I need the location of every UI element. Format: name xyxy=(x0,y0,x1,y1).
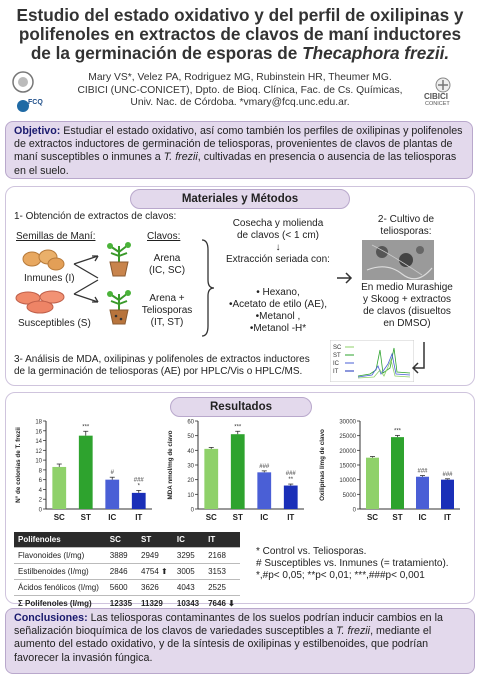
significance-label: ### xyxy=(259,463,270,470)
culture-medium xyxy=(348,282,466,330)
step-2-line-2: teliosporas: xyxy=(380,226,432,237)
table-cell: 7646 ⬇ xyxy=(204,596,240,612)
culture-line-2: y Skoog + extractos xyxy=(362,294,452,305)
y-tick-label: 14 xyxy=(35,439,42,446)
clavos-label: Clavos: xyxy=(147,231,181,242)
y-tick-label: 60 xyxy=(187,419,194,426)
note-control: * Control vs. Teliosporas. xyxy=(256,546,367,557)
methods-title: Materiales y Métodos xyxy=(130,189,350,209)
title-line-2: polifenoles en extractos de clavos de maní inductores xyxy=(18,24,462,44)
significance-label: ** xyxy=(288,477,294,484)
table-cell: 10343 xyxy=(173,596,204,612)
table-header-cell: ST xyxy=(137,532,173,548)
legend-st: ST xyxy=(333,353,341,359)
x-tick-label: SC xyxy=(53,513,65,522)
table-header-cell: IC xyxy=(173,532,204,548)
x-tick-label: ST xyxy=(392,513,403,522)
y-tick-label: 10000 xyxy=(339,478,356,485)
authors-block xyxy=(60,72,420,110)
title-species: Thecaphora frezii. xyxy=(302,43,450,63)
bar-st xyxy=(391,437,404,509)
x-tick-label: IC xyxy=(108,513,117,522)
y-tick-label: 15000 xyxy=(339,463,356,470)
y-axis-label: Oxilipinas I/mg de clavo xyxy=(319,429,326,501)
y-axis-label: N° de colonias de T. frezii xyxy=(15,427,22,503)
significance-label: ### xyxy=(133,477,144,484)
bar-sc xyxy=(366,458,379,509)
objective-text-1: Estudiar el estado oxidativo, así como también los perfiles de oxilipinas y polifenoles de extractos inductores de germinación de teliosporas, provenientes de clavos de plantas de maní susceptibles o inmunes a xyxy=(14,125,463,164)
table-cell: Ácidos fenólicos (I/mg) xyxy=(14,580,106,596)
x-tick-label: ST xyxy=(232,513,243,522)
x-tick-label: IC xyxy=(260,513,269,522)
arena-plus-label: Arena + xyxy=(149,293,185,304)
university-seal-icon xyxy=(8,70,38,120)
bar-st xyxy=(231,434,245,509)
plant-pot-spores-icon xyxy=(102,288,136,326)
significance-label: # xyxy=(110,470,114,477)
x-tick-label: IC xyxy=(418,513,427,522)
y-tick-label: 0 xyxy=(190,507,194,514)
y-tick-label: 12 xyxy=(35,448,42,455)
bar-ic xyxy=(416,477,429,509)
table-cell: 4043 xyxy=(173,580,204,596)
conclusions-label: Conclusiones: xyxy=(14,612,88,624)
seeds-label: Semillas de Maní: xyxy=(16,231,96,242)
y-tick-label: 10 xyxy=(187,492,194,499)
y-tick-label: 20 xyxy=(187,478,194,485)
table-cell: Estilbenoides (I/mg) xyxy=(14,564,106,580)
y-tick-label: 40 xyxy=(187,448,194,455)
table-row xyxy=(14,580,240,596)
results-title: Resultados xyxy=(170,397,312,417)
author-names: Mary VS*, Velez PA, Rodriguez MG, Rubinstein HR, Theumer MG. xyxy=(88,72,392,83)
table-header-cell: IT xyxy=(204,532,240,548)
plant-pot-icon xyxy=(102,240,136,278)
significance-label: *** xyxy=(82,424,90,431)
legend-it: IT xyxy=(333,369,339,375)
bar-ic xyxy=(105,480,119,509)
note-pvalues: *,#p< 0,05; **p< 0,01; ***,###p< 0,001 xyxy=(256,570,425,581)
solvent-methanol-h: •Metanol -H* xyxy=(249,323,307,334)
fcq-logo-text: FCQ xyxy=(28,99,43,106)
mda-bar-chart xyxy=(164,415,310,527)
objective-species: T. frezii xyxy=(163,151,198,164)
significance-label: ### xyxy=(442,471,453,478)
y-tick-label: 16 xyxy=(35,429,42,436)
x-tick-label: ST xyxy=(80,513,91,522)
significance-label: *** xyxy=(393,428,402,435)
y-tick-label: 8 xyxy=(38,468,42,475)
table-cell: 2846 xyxy=(106,564,137,580)
arena-groups: (IC, SC) xyxy=(148,265,186,276)
brace-icon xyxy=(198,238,216,338)
y-axis-label: MDA nmol/mg de clavo xyxy=(167,430,174,500)
oxylipins-bar-chart xyxy=(316,415,466,527)
table-cell: 3889 xyxy=(106,548,137,564)
cibici-logo xyxy=(412,77,474,107)
y-tick-label: 0 xyxy=(352,507,356,514)
colonies-bar-chart xyxy=(12,415,158,527)
objective-box xyxy=(5,121,473,179)
bar-ic xyxy=(257,472,271,509)
step-2-label xyxy=(366,214,446,238)
bar-it xyxy=(441,480,454,509)
cibici-logo-text: CIBICI xyxy=(424,92,448,101)
step-3-line-2: de la germinación de teliosporas (AE) por HPLC/Vis o HPLC/MS. xyxy=(14,366,303,377)
teliospore-micrograph xyxy=(362,240,434,280)
significance-label: ### xyxy=(417,468,428,475)
x-tick-label: IT xyxy=(135,513,143,522)
conclusions-species: T. frezii xyxy=(336,625,371,638)
table-cell: 11329 xyxy=(137,596,173,612)
y-tick-label: 18 xyxy=(35,419,42,426)
table-cell: 2168 xyxy=(204,548,240,564)
bar-st xyxy=(79,436,93,509)
y-tick-label: 25000 xyxy=(339,434,356,441)
table-row xyxy=(14,548,240,564)
solvent-ethyl-acetate: •Acetato de etilo (AE), xyxy=(229,299,327,310)
table-cell: 3005 xyxy=(173,564,204,580)
conicet-logo-text: CONICET xyxy=(425,101,450,107)
arena-label: Arena xyxy=(153,253,181,264)
affiliation-line-1: CIBICI (UNC-CONICET), Dpto. de Bioq. Clínica, Fac. de Cs. Químicas, xyxy=(77,84,403,96)
table-cell: 4754 ⬆ xyxy=(137,564,173,580)
unc-logo xyxy=(8,70,43,120)
down-arrow-icon: ↓ xyxy=(275,242,281,253)
solvents-list xyxy=(218,287,338,335)
culture-line-1: En medio Murashige xyxy=(361,282,453,293)
table-row xyxy=(14,564,240,580)
objective-text-2: , cultivadas en presencia o ausencia de las teliosporas en el suelo. xyxy=(14,151,457,177)
note-susceptible: # Susceptibles vs. Inmunes (= tratamiento). xyxy=(256,558,449,569)
affiliation-line-2: Univ. Nac. de Córdoba. *vmary@fcq.unc.edu.ar. xyxy=(130,97,350,108)
table-cell: Flavonoides (I/mg) xyxy=(14,548,106,564)
solvent-hexane: • Hexano, xyxy=(256,287,300,298)
significance-label: ### xyxy=(285,471,296,478)
x-tick-label: IT xyxy=(287,513,295,522)
step-3 xyxy=(14,354,334,378)
significance-label: *** xyxy=(234,424,242,431)
harvest-block xyxy=(218,218,338,266)
conclusions-text-1: Las teliosporas contaminantes de los suelos podrían inducir cambios en la señalización bioquímica de los clavos de variedades susceptibles a xyxy=(14,612,443,638)
table-header-cell: SC xyxy=(106,532,137,548)
poster-title xyxy=(6,6,474,63)
table-header-row xyxy=(14,532,240,548)
table-cell: Σ Polifenoles (I/mg) xyxy=(14,596,106,612)
y-tick-label: 0 xyxy=(38,507,42,514)
x-tick-label: SC xyxy=(366,513,379,522)
x-tick-label: IT xyxy=(443,513,452,522)
immune-label: Inmunes (I) xyxy=(24,273,75,284)
table-cell: 2525 xyxy=(204,580,240,596)
culture-line-4: en DMSO) xyxy=(383,318,431,329)
bar-it xyxy=(132,493,146,509)
title-line-3-prefix: de la germinación de esporas de xyxy=(30,43,303,63)
y-tick-label: 4 xyxy=(38,487,42,494)
significance-notes xyxy=(256,546,470,582)
teliospores-groups: (IT, ST) xyxy=(150,317,184,328)
bar-sc xyxy=(52,467,66,509)
y-tick-label: 6 xyxy=(38,478,42,485)
title-line-1: Estudio del estado oxidativo y del perfil de oxilipinas y xyxy=(16,5,464,25)
susceptible-seeds-icon xyxy=(14,288,74,316)
harvest-line-1: Cosecha y molienda xyxy=(232,218,324,229)
return-arrow-icon xyxy=(412,340,436,376)
solvent-methanol: •Metanol , xyxy=(255,311,301,322)
harvest-line-2: de clavos (< 1 cm) xyxy=(237,230,319,241)
legend-ic: IC xyxy=(333,361,339,367)
susceptible-label: Susceptibles (S) xyxy=(18,318,91,329)
seed-to-plant-arrows-icon xyxy=(72,250,102,310)
step-3-line-1: 3- Análisis de MDA, oxilipinas y polifenoles de extractos inductores xyxy=(14,354,310,365)
arena-sand xyxy=(140,253,194,277)
table-cell: 2949 xyxy=(137,548,173,564)
step-1-label: 1- Obtención de extractos de clavos: xyxy=(14,211,177,222)
y-tick-label: 20000 xyxy=(339,448,356,455)
conclusions-text-2: , mediante el aumento del estado oxidativo, y de la síntesis de oxilipinas y estilbenoides, que podrían favorecer la invasión fúngica. xyxy=(14,625,432,664)
legend-sc: SC xyxy=(333,345,342,351)
table-header-cell: Polifenoles xyxy=(14,532,106,548)
polyphenols-table xyxy=(14,532,240,612)
bar-sc xyxy=(204,449,218,509)
table-cell: 5600 xyxy=(106,580,137,596)
table-cell: 3626 xyxy=(137,580,173,596)
x-tick-label: SC xyxy=(205,513,217,522)
teliospores-label: Teliosporas xyxy=(141,305,193,316)
significance-label: * xyxy=(137,483,140,490)
y-tick-label: 30 xyxy=(187,463,194,470)
table-cell: 3295 xyxy=(173,548,204,564)
step-2-line-1: 2- Cultivo de xyxy=(377,214,435,225)
title-line-3 xyxy=(6,44,474,63)
y-tick-label: 5000 xyxy=(342,492,356,499)
table-cell: 3153 xyxy=(204,564,240,580)
y-tick-label: 10 xyxy=(35,458,42,465)
arena-teliospores xyxy=(136,293,198,329)
table-cell: 12335 xyxy=(106,596,137,612)
objective-label: Objetivo: xyxy=(14,125,61,137)
y-tick-label: 2 xyxy=(38,497,42,504)
y-tick-label: 50 xyxy=(187,434,194,441)
immune-seeds-icon xyxy=(22,247,66,271)
hplc-chromatogram xyxy=(330,340,414,382)
y-tick-label: 30000 xyxy=(339,419,356,426)
bar-it xyxy=(284,486,298,509)
extraction-label: Extracción seriada con: xyxy=(226,254,330,265)
culture-line-3: de clavos (disueltos xyxy=(363,306,451,317)
conclusions-box xyxy=(5,608,475,674)
